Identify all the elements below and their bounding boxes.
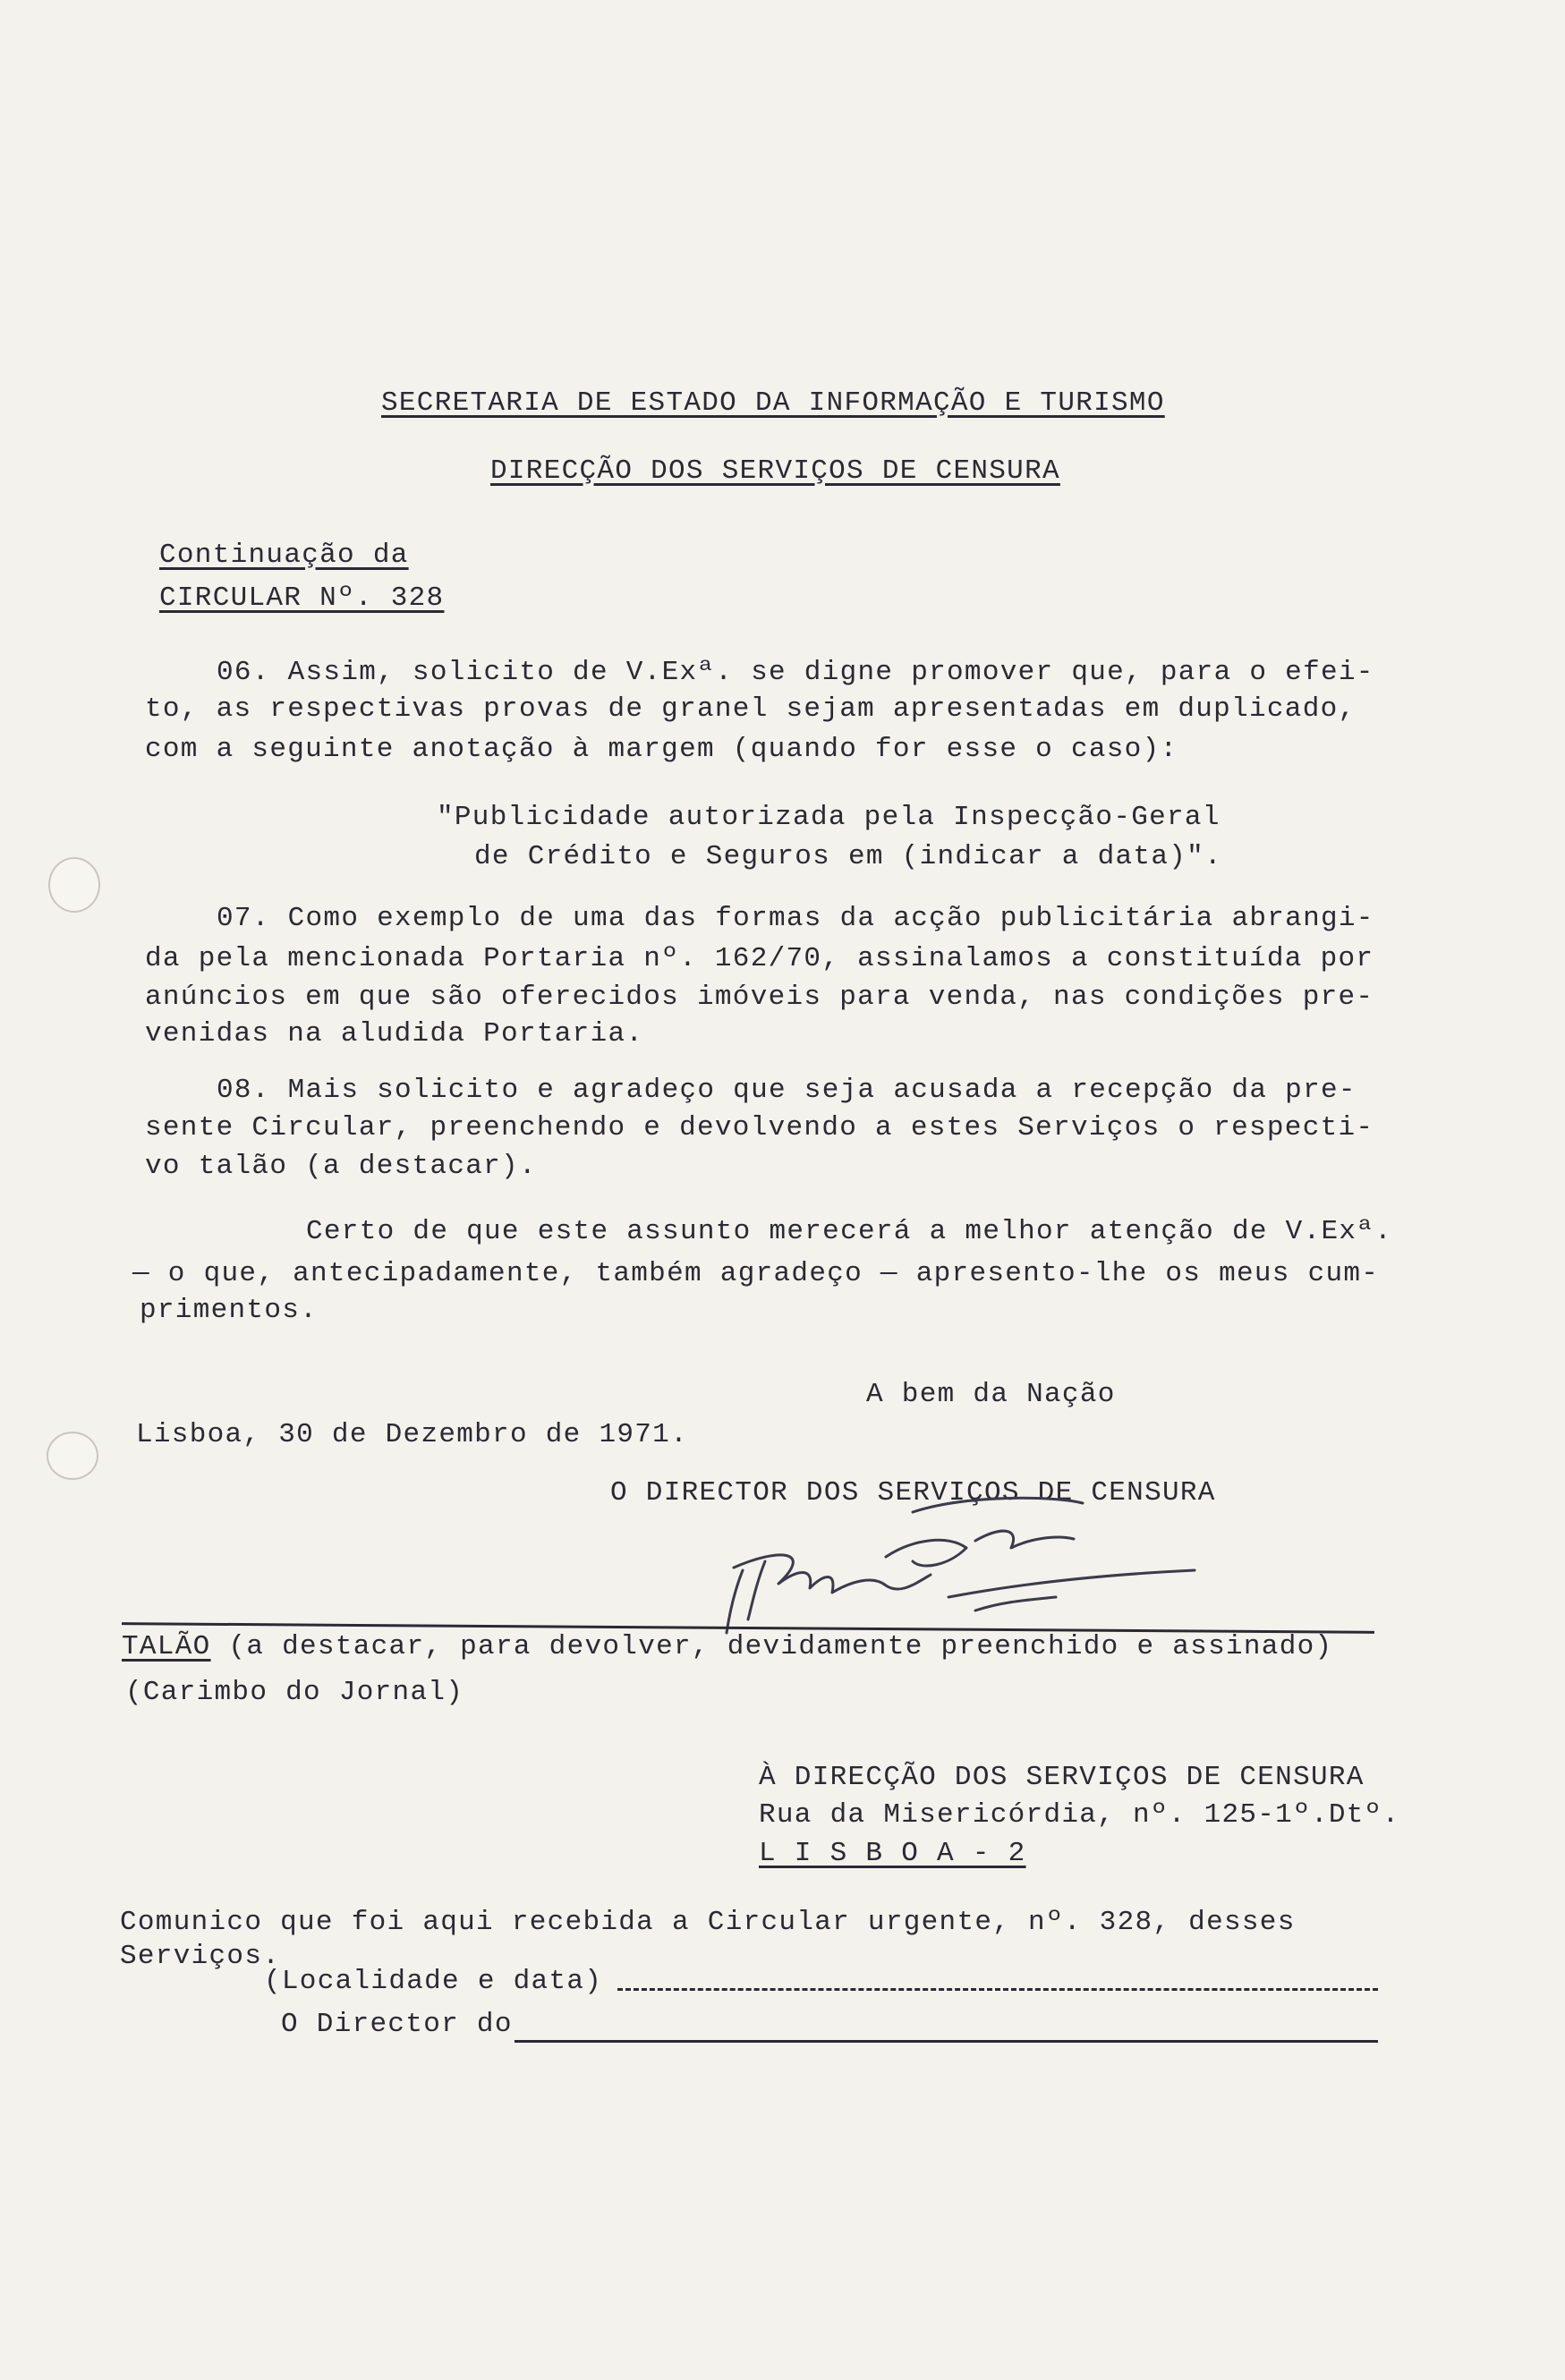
- director-field-label: O Director do: [281, 2009, 513, 2040]
- paragraph-08-line: sente Circular, preenchendo e devolvendo a estes Serviços o respecti-: [145, 1112, 1374, 1143]
- receipt-line: Comunico que foi aqui recebida a Circular urgente, nº. 328, desses: [120, 1907, 1296, 1938]
- place-date-field-label: (Localidade e data): [264, 1966, 603, 1997]
- paragraph-08-line: vo talão (a destacar).: [145, 1151, 537, 1182]
- signer-title: O DIRECTOR DOS SERVIÇOS DE CENSURA: [610, 1477, 1216, 1509]
- closing-line: — o que, antecipadamente, também agradeço — apresento-lhe os meus cum-: [132, 1258, 1380, 1289]
- address-line: À DIRECÇÃO DOS SERVIÇOS DE CENSURA: [759, 1762, 1365, 1793]
- slip-instruction: (a destacar, para devolver, devidamente preenchido e assinado): [210, 1631, 1333, 1662]
- paragraph-07-line: anúncios em que são oferecidos imóveis para venda, nas condições pre-: [145, 982, 1374, 1013]
- receipt-line: Serviços.: [120, 1941, 281, 1972]
- punch-hole-bottom: [47, 1432, 98, 1480]
- slip-label: TALÃO: [122, 1631, 211, 1662]
- reference-line-1: Continuação da: [159, 540, 409, 571]
- paragraph-06-line: to, as respectivas provas de granel sejam apresentadas em duplicado,: [145, 693, 1357, 725]
- director-field-line[interactable]: [515, 2040, 1378, 2043]
- quote-line: "Publicidade autorizada pela Inspecção-Geral: [437, 802, 1221, 833]
- paragraph-06-line: 06. Assim, solicito de V.Exª. se digne promover que, para o efei-: [217, 657, 1374, 688]
- reference-line-2: CIRCULAR Nº. 328: [159, 582, 445, 614]
- paragraph-07-line: venidas na aludida Portaria.: [145, 1018, 644, 1050]
- address-city: L I S B O A - 2: [759, 1838, 1026, 1869]
- paragraph-07-line: da pela mencionada Portaria nº. 162/70, assinalamos a constituída por: [145, 943, 1374, 974]
- closing-line: primentos.: [140, 1295, 319, 1326]
- signature: [680, 1485, 1217, 1637]
- page-subtitle: DIRECÇÃO DOS SERVIÇOS DE CENSURA: [490, 455, 1060, 487]
- address-line: Rua da Misericórdia, nº. 125-1º.Dtº.: [759, 1799, 1400, 1831]
- page-title: SECRETARIA DE ESTADO DA INFORMAÇÃO E TURISMO: [381, 387, 1165, 419]
- place-date-field-line[interactable]: [617, 1988, 1378, 1991]
- slip-header: [122, 1628, 1332, 1666]
- closing-line: Certo de que este assunto merecerá a melhor atenção de V.Exª.: [306, 1216, 1393, 1247]
- paragraph-06-line: com a seguinte anotação à margem (quando for esse o caso):: [145, 734, 1178, 765]
- stamp-note: (Carimbo do Jornal): [125, 1677, 464, 1708]
- salutation: A bem da Nação: [866, 1379, 1116, 1410]
- paragraph-07-line: 07. Como exemplo de uma das formas da acção publicitária abrangi-: [217, 903, 1374, 934]
- paragraph-08-line: 08. Mais solicito e agradeço que seja acusada a recepção da pre-: [217, 1075, 1357, 1106]
- place-date: Lisboa, 30 de Dezembro de 1971.: [136, 1419, 688, 1450]
- quote-line: de Crédito e Seguros em (indicar a data)".: [474, 841, 1222, 872]
- punch-hole-top: [48, 857, 100, 913]
